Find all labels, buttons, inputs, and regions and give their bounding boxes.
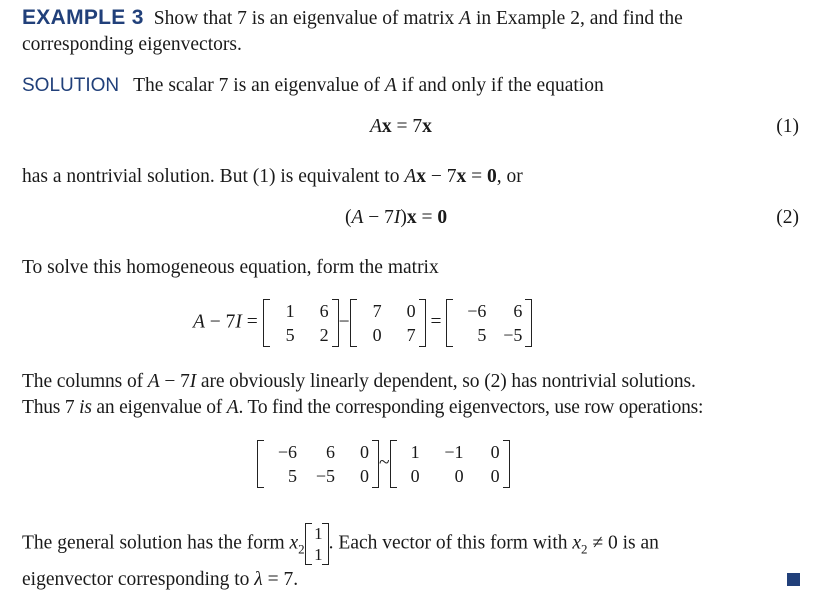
- matrix-cell: −5: [503, 325, 523, 345]
- augmented-matrix: [257, 440, 379, 488]
- matrix-cell: 2: [319, 325, 329, 345]
- equation-1-number: (1): [776, 116, 799, 137]
- example-statement: EXAMPLE 3 Show that 7 is an eigenvalue of matrix A in Example 2, and find the: [22, 6, 683, 29]
- paragraph-eigenvector-conclusion: eigenvector corresponding to λ = 7.: [22, 569, 299, 590]
- matrix-cell: 1: [285, 301, 295, 321]
- matrix-cell: 5: [288, 466, 297, 486]
- matrix-cell: 0: [372, 325, 382, 345]
- row-equivalence-symbol: ~: [379, 452, 390, 474]
- matrix-cell: 0: [410, 466, 420, 486]
- paragraph-general-solution: The general solution has the form $x_2$ 1 1 . Each vector of this form with $x_2 \ne 0$ is an: [22, 524, 659, 564]
- matrix-cell: 7: [406, 325, 416, 345]
- equation-2: (A − 7I)x = 0: [345, 207, 448, 228]
- matrix-cell: 0: [406, 301, 416, 321]
- matrix-cell: −6: [467, 301, 487, 321]
- matrix-cell: 0: [360, 442, 369, 462]
- equation-matrix-subtraction: A − 7I = 1 6 5 2 − 7 0 0 7 = −6 6 5 −5: [193, 299, 532, 347]
- matrix-cell: −6: [277, 442, 297, 462]
- example-statement-line2: corresponding eigenvectors.: [22, 34, 242, 55]
- equation-1: Ax = 7x: [370, 116, 432, 137]
- matrix-cell: −1: [444, 442, 464, 462]
- paragraph-columns-dependent: The columns of A − 7I are obviously linearly dependent, so (2) has nontrivial solutions.: [22, 371, 696, 392]
- matrix-A-minus-7I: [446, 299, 532, 347]
- end-of-example-square-icon: [787, 573, 800, 586]
- matrix-cell: 0: [454, 466, 464, 486]
- equation-2-number: (2): [776, 207, 799, 228]
- paragraph-form-matrix: To solve this homogeneous equation, form the matrix: [22, 257, 439, 278]
- matrix-cell: 6: [326, 442, 335, 462]
- solution-intro: SOLUTION The scalar 7 is an eigenvalue of A if and only if the equation: [22, 75, 604, 96]
- matrix-cell: 6: [319, 301, 329, 321]
- matrix-cell: 1: [410, 442, 420, 462]
- matrix-7I: [350, 299, 426, 347]
- paragraph-row-operations: Thus 7 is an eigenvalue of A. To find the corresponding eigenvectors, use row operations:: [22, 397, 704, 418]
- matrix-cell: 5: [285, 325, 295, 345]
- matrix-cell: 5: [477, 325, 487, 345]
- equation-row-reduction: [257, 440, 510, 488]
- solution-label: SOLUTION: [22, 75, 120, 96]
- solution-vector: [305, 523, 329, 565]
- matrix-cell: 6: [513, 301, 523, 321]
- matrix-cell: 7: [372, 301, 382, 321]
- matrix-cell: −5: [315, 466, 335, 486]
- matrix-cell: 0: [360, 466, 369, 486]
- matrix-cell: 0: [490, 466, 500, 486]
- vector-cell: 1: [314, 524, 323, 543]
- matrix-cell: 0: [490, 442, 500, 462]
- reduced-matrix: [390, 440, 510, 488]
- vector-cell: 1: [314, 545, 323, 564]
- paragraph-equivalence: has a nontrivial solution. But (1) is equivalent to Ax − 7x = 0, or: [22, 166, 523, 187]
- matrix-A: [263, 299, 339, 347]
- example-label: EXAMPLE 3: [22, 6, 144, 29]
